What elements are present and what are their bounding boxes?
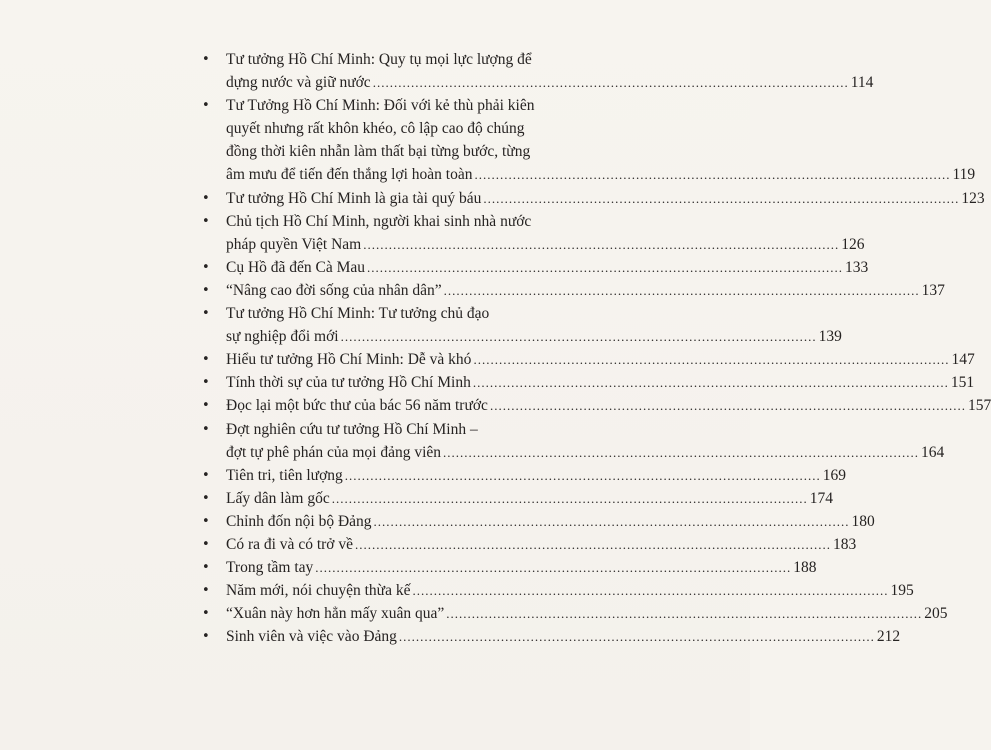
toc-entry-last-line <box>226 556 817 579</box>
bullet-icon: • <box>202 629 210 645</box>
toc-entry-last-line <box>226 71 873 94</box>
toc-entry-title-line: Đọc lại một bức thư của bác 56 năm trước <box>226 397 488 415</box>
dot-leader <box>374 510 850 533</box>
dot-leader <box>373 71 849 94</box>
toc-entry-title-line: Trong tầm tay <box>226 559 314 577</box>
toc-entry-last-line <box>226 487 833 510</box>
page-number: 180 <box>851 512 875 530</box>
page-number: 147 <box>951 351 975 369</box>
toc-entry-title-line: sự nghiệp đổi mới <box>226 328 339 346</box>
toc-entry-body <box>226 302 842 348</box>
toc-entry <box>196 394 991 417</box>
toc-entry-title-line: Năm mới, nói chuyện thừa kế <box>226 582 411 600</box>
toc-entry <box>196 256 869 279</box>
toc-entry-body <box>226 371 974 394</box>
dot-leader <box>355 533 831 556</box>
table-of-contents <box>196 48 991 648</box>
toc-entry-title-line: Hiểu tư tưởng Hồ Chí Minh: Dễ và khó <box>226 351 472 369</box>
page-number: 123 <box>961 189 985 207</box>
bullet-icon: • <box>202 52 210 67</box>
bullet-icon: • <box>202 536 210 552</box>
toc-entry-title-line: đồng thời kiên nhẫn làm thất bại từng bước, từng <box>226 143 531 161</box>
page-number: 137 <box>921 281 945 299</box>
toc-entry-last-line <box>226 602 947 625</box>
toc-entry-title-line: đợt tự phê phán của mọi đảng viên <box>226 443 442 461</box>
toc-entry-last-line <box>226 533 856 556</box>
toc-entry-title-line: Tiên tri, tiên lượng <box>226 466 343 484</box>
toc-entry-title-line: Lấy dân làm gốc <box>226 489 330 507</box>
dot-leader <box>473 371 949 394</box>
toc-entry-body <box>226 187 985 210</box>
toc-entry-last-line <box>226 233 865 256</box>
dot-leader <box>446 602 922 625</box>
page-number: 169 <box>822 466 847 484</box>
toc-entry-title-line: “Nâng cao đời sống của nhân dân” <box>226 281 442 299</box>
bullet-icon: • <box>202 375 210 391</box>
bullet-icon: • <box>202 421 210 437</box>
toc-entry <box>196 94 976 186</box>
toc-entry <box>196 510 875 533</box>
page-number: 114 <box>850 74 874 92</box>
toc-entry-title-line: Cụ Hồ đã đến Cà Mau <box>226 258 366 276</box>
page-number: 139 <box>818 328 842 346</box>
toc-entry-last-line <box>226 371 974 394</box>
toc-entry-title-line: Tư tưởng Hồ Chí Minh: Tư tưởng chủ đạo <box>226 305 490 323</box>
toc-entry <box>196 48 874 94</box>
toc-entry-body <box>226 348 975 371</box>
toc-entry <box>196 210 865 256</box>
toc-entry-last-line <box>226 187 985 210</box>
toc-entry <box>196 348 975 371</box>
page-number: 205 <box>924 605 948 623</box>
toc-entry-title-line: âm mưu để tiến đến thắng lợi hoàn toàn <box>226 166 473 184</box>
dot-leader <box>474 163 950 186</box>
toc-entry-body <box>226 602 947 625</box>
bullet-icon: • <box>202 213 210 229</box>
toc-entry-last-line <box>226 625 900 648</box>
toc-entry-last-line <box>226 441 944 464</box>
toc-entry <box>196 579 914 602</box>
toc-entry <box>196 556 817 579</box>
toc-entry-last-line <box>226 325 842 348</box>
bullet-icon: • <box>202 513 210 529</box>
toc-entry-title-line: Tư Tưởng Hồ Chí Minh: Đối với kẻ thù phải kiên <box>226 97 535 115</box>
bullet-icon: • <box>202 398 210 414</box>
toc-entry-last-line <box>226 579 914 602</box>
toc-entry-body <box>226 510 875 533</box>
toc-entry-body <box>226 210 865 256</box>
dot-leader <box>412 579 888 602</box>
toc-entry <box>196 418 945 464</box>
dot-leader <box>367 256 843 279</box>
toc-entry-body <box>226 487 833 510</box>
toc-entry-body <box>226 464 846 487</box>
toc-entry-title-line: pháp quyền Việt Nam <box>226 235 362 253</box>
dot-leader <box>399 625 875 648</box>
dot-leader <box>332 487 808 510</box>
toc-entry-title-line: “Xuân này hơn hẳn mấy xuân qua” <box>226 605 445 623</box>
dot-leader <box>444 279 920 302</box>
bullet-icon: • <box>202 352 210 368</box>
toc-entry-last-line <box>226 464 846 487</box>
toc-entry <box>196 302 842 348</box>
dot-leader <box>363 233 839 256</box>
dot-leader <box>473 348 949 371</box>
toc-entry-body <box>226 556 817 579</box>
toc-entry <box>196 279 945 302</box>
page-number: 151 <box>950 374 975 392</box>
toc-entry <box>196 625 901 648</box>
page-number: 195 <box>890 582 914 600</box>
toc-entry <box>196 533 857 556</box>
toc-entry-title-line: Có ra đi và có trở về <box>226 535 353 553</box>
page-number: 126 <box>841 235 865 253</box>
toc-entry-body <box>226 279 945 302</box>
bullet-icon: • <box>202 490 210 506</box>
bullet-icon: • <box>202 583 210 599</box>
dot-leader <box>315 556 791 579</box>
toc-entry-title-line: Đợt nghiên cứu tư tưởng Hồ Chí Minh – <box>226 420 478 438</box>
toc-entry-last-line <box>226 510 875 533</box>
toc-entry-last-line <box>226 163 975 186</box>
toc-entry-body <box>226 394 991 417</box>
bullet-icon: • <box>202 259 210 275</box>
page-number: 183 <box>833 535 857 553</box>
toc-entry-body <box>226 533 856 556</box>
toc-entry-title-line: Tính thời sự của tư tưởng Hồ Chí Minh <box>226 374 471 392</box>
page-number: 157 <box>967 397 991 415</box>
bullet-icon: • <box>202 190 210 206</box>
toc-entry-body <box>226 418 944 464</box>
toc-entry-last-line <box>226 279 945 302</box>
toc-entry-body <box>226 48 873 94</box>
toc-entry-body <box>226 579 914 602</box>
toc-entry-last-line <box>226 256 868 279</box>
toc-entry-title-line: dựng nước và giữ nước <box>226 74 371 92</box>
dot-leader <box>490 394 966 417</box>
bullet-icon: • <box>202 306 210 322</box>
toc-entry-title-line: Sinh viên và việc vào Đảng <box>226 628 397 646</box>
toc-entry <box>196 602 948 625</box>
toc-entry-body <box>226 625 900 648</box>
page-number: 119 <box>952 166 976 184</box>
toc-entry <box>196 487 833 510</box>
bullet-icon: • <box>202 467 210 483</box>
toc-entry <box>196 187 985 210</box>
dot-leader <box>345 464 821 487</box>
toc-entry-title-line: Tư tưởng Hồ Chí Minh: Quy tụ mọi lực lượng để <box>226 51 532 68</box>
bullet-icon: • <box>202 606 210 622</box>
page-number: 164 <box>921 443 945 461</box>
dot-leader <box>443 441 919 464</box>
bullet-icon: • <box>202 282 210 298</box>
toc-entry-title-line: Tư tưởng Hồ Chí Minh là gia tài quý báu <box>226 189 482 207</box>
toc-entry-title-line: Chỉnh đốn nội bộ Đảng <box>226 512 372 530</box>
page-number: 188 <box>793 559 817 577</box>
toc-entry-last-line <box>226 394 991 417</box>
page-number: 174 <box>809 489 833 507</box>
toc-entry <box>196 371 975 394</box>
toc-entry-title-line: quyết nhưng rất khôn khéo, cô lập cao độ chúng <box>226 120 525 138</box>
toc-entry <box>196 464 847 487</box>
toc-entry-body <box>226 94 975 186</box>
dot-leader <box>483 187 959 210</box>
dot-leader <box>341 325 817 348</box>
bullet-icon: • <box>202 560 210 576</box>
page-number: 212 <box>876 628 901 646</box>
bullet-icon: • <box>202 98 210 114</box>
page-number: 133 <box>845 258 869 276</box>
toc-entry-last-line <box>226 348 975 371</box>
toc-entry-title-line: Chủ tịch Hồ Chí Minh, người khai sinh nhà nước <box>226 212 532 230</box>
toc-entry-body <box>226 256 868 279</box>
